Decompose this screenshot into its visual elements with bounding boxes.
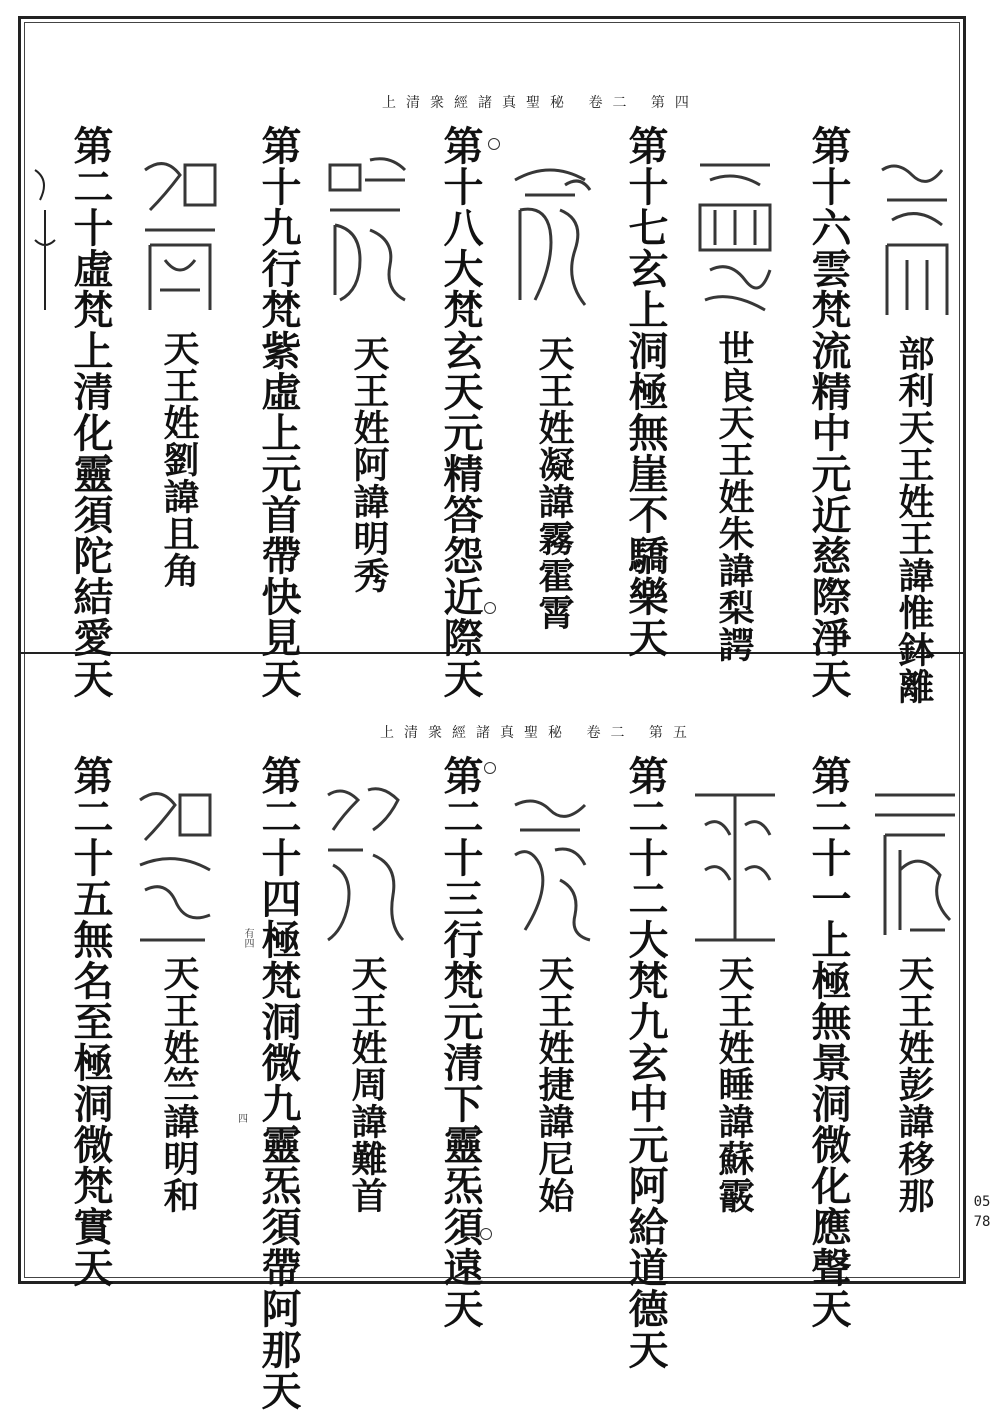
top-entry-5-title: 第二十虛梵上清化靈須陀結愛天 <box>67 125 114 699</box>
seal-script-drawing <box>690 150 780 320</box>
bottom-entry-5-title: 第二十五無名至極洞微梵實天 <box>67 755 114 1288</box>
bottom-entry-4-title: 第二十四極梵洞微九靈炁須帶阿那天 <box>255 755 302 1411</box>
bottom-running-header: 上清衆經諸真聖秘 卷二 第五 <box>380 725 697 741</box>
seal-script-drawing <box>872 150 962 330</box>
seal-script-glyph <box>690 150 780 335</box>
top-entry-3-subtitle: 天王姓凝諱霧霍霄 <box>533 335 575 631</box>
bottom-entry-2-title: 第二十二大梵九玄中元阿給道德天 <box>622 755 669 1370</box>
top-entry-2-title: 第十七玄上洞極無崖不驕樂天 <box>622 125 669 658</box>
bottom-entry-1-subtitle: 天王姓彭諱移那 <box>893 955 935 1214</box>
seal-script-drawing <box>505 790 595 950</box>
seal-script-drawing <box>318 780 408 950</box>
seal-script-drawing <box>870 780 960 950</box>
top-entry-4-title: 第十九行梵紫虛上元首帶快見天 <box>255 125 302 699</box>
seal-script-glyph <box>505 790 595 965</box>
partial-seal-glyph-fragment <box>30 160 60 320</box>
bottom-entry-3-subtitle: 天王姓捷諱尼始 <box>533 955 575 1214</box>
seal-script-glyph <box>872 150 962 345</box>
side-annotation: 有四 <box>242 928 253 948</box>
top-entry-2-subtitle: 世良天王姓朱諱梨諤 <box>713 330 755 663</box>
circle-mark <box>484 762 496 774</box>
page-number: 0578 <box>973 1194 991 1230</box>
bottom-entry-1-title: 第二十一上極無景洞微化應聲天 <box>805 755 852 1329</box>
bottom-entry-3-title: 第二十三行梵元清下靈炁須遠天 <box>437 755 484 1329</box>
seal-script-drawing <box>320 150 410 310</box>
seal-script-drawing <box>690 780 780 950</box>
bottom-entry-4-subtitle: 天王姓周諱難首 <box>346 955 388 1214</box>
bottom-entry-5-subtitle: 天王姓竺諱明和 <box>158 955 200 1214</box>
bottom-entry-2-subtitle: 天王姓睡諱蘇霰 <box>713 955 755 1214</box>
seal-script-glyph <box>870 780 960 965</box>
side-mark: 四 <box>238 1114 248 1125</box>
top-entry-1-subtitle: 部利天王姓王諱惟鉢離 <box>893 335 935 705</box>
circle-mark <box>488 138 500 150</box>
top-entry-5-subtitle: 天王姓劉諱且角 <box>158 330 200 589</box>
seal-script-glyph <box>135 150 225 335</box>
seal-script-glyph <box>690 780 780 965</box>
top-entry-1-title: 第十六雲梵流精中元近慈際淨天 <box>805 125 852 699</box>
top-entry-3-title: 第十八大梵玄天元精答怨近際天 <box>437 125 484 699</box>
seal-script-drawing <box>505 160 595 320</box>
seal-script-drawing <box>135 150 225 320</box>
seal-script-glyph <box>320 150 410 325</box>
seal-script-glyph <box>318 780 408 965</box>
circle-mark <box>484 602 496 614</box>
top-entry-4-subtitle: 天王姓阿諱明秀 <box>348 335 390 594</box>
seal-script-drawing <box>130 780 220 950</box>
seal-script-glyph <box>505 160 595 335</box>
top-running-header: 上清衆經諸真聖秘 卷二 第四 <box>382 95 699 111</box>
seal-script-glyph <box>130 780 220 965</box>
